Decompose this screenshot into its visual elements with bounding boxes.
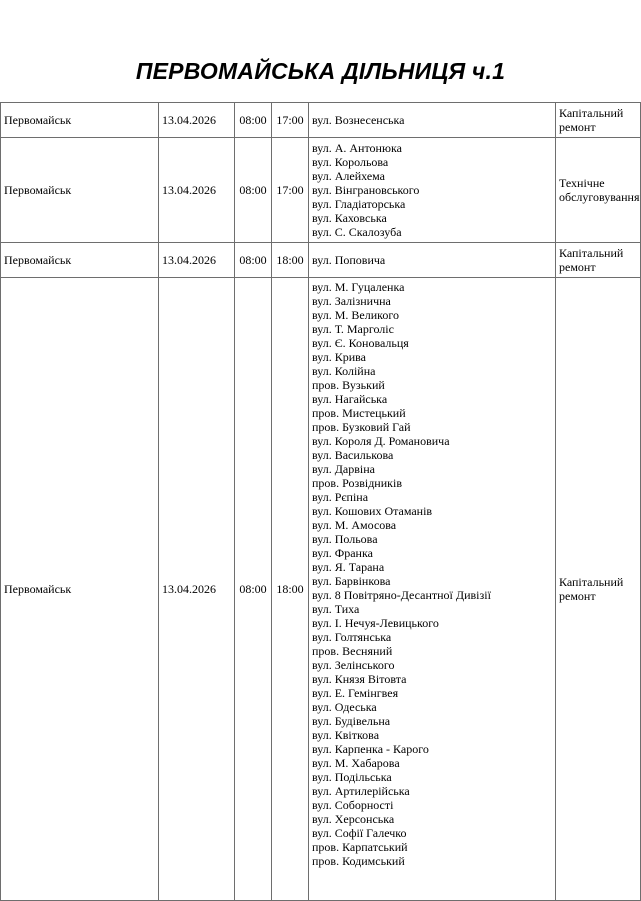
street-name: вул. Подільська: [312, 770, 392, 784]
street-name: пров. Розвідників: [312, 476, 402, 490]
end-time-cell: 18:00: [272, 278, 309, 901]
street-name: вул. Залізнична: [312, 294, 391, 308]
work-type-cell: [556, 243, 641, 278]
street-name: вул. Франка: [312, 546, 373, 560]
start-time-cell: 08:00: [235, 278, 272, 901]
settlement-cell: Первомайськ: [1, 243, 159, 278]
street-name: вул. Соборності: [312, 798, 394, 812]
work-type-cell: [556, 138, 641, 243]
street-name: вул. Корольова: [312, 155, 389, 169]
street-name: вул. Вознесенська: [312, 113, 405, 127]
start-time-cell: 08:00: [235, 103, 272, 138]
schedule-row: [1, 278, 641, 901]
street-name: вул. Польова: [312, 532, 378, 546]
street-name: вул. Одеська: [312, 700, 377, 714]
street-name: вул. Я. Тарана: [312, 560, 385, 574]
street-name: вул. Зелінського: [312, 658, 395, 672]
street-name: пров. Кодимський: [312, 854, 405, 868]
street-name: вул. Алейхема: [312, 169, 385, 183]
street-name: вул. С. Скалозуба: [312, 225, 402, 239]
end-time-cell: 17:00: [272, 138, 309, 243]
street-name: пров. Вузький: [312, 378, 385, 392]
end-time-cell: 18:00: [272, 243, 309, 278]
street-name: вул. Барвінкова: [312, 574, 391, 588]
streets-cell: [309, 243, 556, 278]
schedule-row: [1, 243, 641, 278]
streets-cell: [309, 138, 556, 243]
street-name: пров. Мистецький: [312, 406, 406, 420]
street-name: вул. Колійна: [312, 364, 376, 378]
work-type-text: Технічне: [559, 176, 605, 190]
page-title: ПЕРВОМАЙСЬКА ДІЛЬНИЦЯ ч.1: [135, 58, 506, 84]
work-type-text: Капітальний: [559, 575, 624, 589]
settlement-cell: Первомайськ: [1, 103, 159, 138]
street-name: вул. М. Хабарова: [312, 756, 400, 770]
work-type-cell: [556, 103, 641, 138]
street-name: вул. Е. Гемінгвея: [312, 686, 399, 700]
street-name: вул. Софії Галечко: [312, 826, 407, 840]
street-name: вул. І. Нечуя-Левицького: [312, 616, 439, 630]
settlement-cell: Первомайськ: [1, 138, 159, 243]
work-type-cell: [556, 278, 641, 901]
street-name: вул. Василькова: [312, 448, 394, 462]
work-type-text: обслуговування: [559, 190, 640, 204]
work-type-text: Капітальний: [559, 246, 624, 260]
street-name: вул. А. Антонюка: [312, 141, 402, 155]
start-time-cell: 08:00: [235, 243, 272, 278]
street-name: вул. Квіткова: [312, 728, 380, 742]
settlement-cell: Первомайськ: [1, 278, 159, 901]
street-name: пров. Весняний: [312, 644, 393, 658]
date-cell: 13.04.2026: [159, 278, 235, 901]
street-name: вул. М. Великого: [312, 308, 399, 322]
street-name: вул. Т. Марголіс: [312, 322, 394, 336]
work-type-text: Капітальний: [559, 106, 624, 120]
street-name: вул. Князя Вітовта: [312, 672, 407, 686]
street-name: вул. Є. Коновальця: [312, 336, 409, 350]
street-name: пров. Бузковий Гай: [312, 420, 411, 434]
street-name: вул. Кошових Отаманів: [312, 504, 433, 518]
street-name: вул. 8 Повітряно-Десантної Дивізії: [312, 588, 491, 602]
street-name: вул. Артилерійська: [312, 784, 410, 798]
street-name: вул. М. Гуцаленка: [312, 280, 405, 294]
street-name: вул. Крива: [312, 350, 366, 364]
street-name: вул. Вінграновського: [312, 183, 420, 197]
outage-schedule-body: [1, 103, 641, 901]
work-type-text: ремонт: [559, 120, 596, 134]
work-type-text: ремонт: [559, 260, 596, 274]
street-name: вул. Короля Д. Романовича: [312, 434, 450, 448]
street-name: вул. Будівельна: [312, 714, 391, 728]
outage-schedule-table: [0, 102, 641, 901]
street-name: вул. Голтянська: [312, 630, 392, 644]
street-name: вул. М. Амосова: [312, 518, 397, 532]
schedule-row: [1, 103, 641, 138]
street-name: вул. Каховська: [312, 211, 387, 225]
street-name: вул. Рєпіна: [312, 490, 369, 504]
start-time-cell: 08:00: [235, 138, 272, 243]
street-name: вул. Карпенка - Карого: [312, 742, 429, 756]
street-name: пров. Карпатський: [312, 840, 408, 854]
schedule-row: [1, 138, 641, 243]
date-cell: 13.04.2026: [159, 138, 235, 243]
streets-cell: [309, 103, 556, 138]
streets-cell: [309, 278, 556, 901]
work-type-text: ремонт: [559, 589, 596, 603]
street-name: вул. Поповича: [312, 253, 386, 267]
date-cell: 13.04.2026: [159, 243, 235, 278]
street-name: вул. Нагайська: [312, 392, 388, 406]
street-name: вул. Тиха: [312, 602, 360, 616]
end-time-cell: 17:00: [272, 103, 309, 138]
street-name: вул. Херсонська: [312, 812, 395, 826]
street-name: вул. Дарвіна: [312, 462, 375, 476]
street-name: вул. Гладіаторська: [312, 197, 406, 211]
date-cell: 13.04.2026: [159, 103, 235, 138]
